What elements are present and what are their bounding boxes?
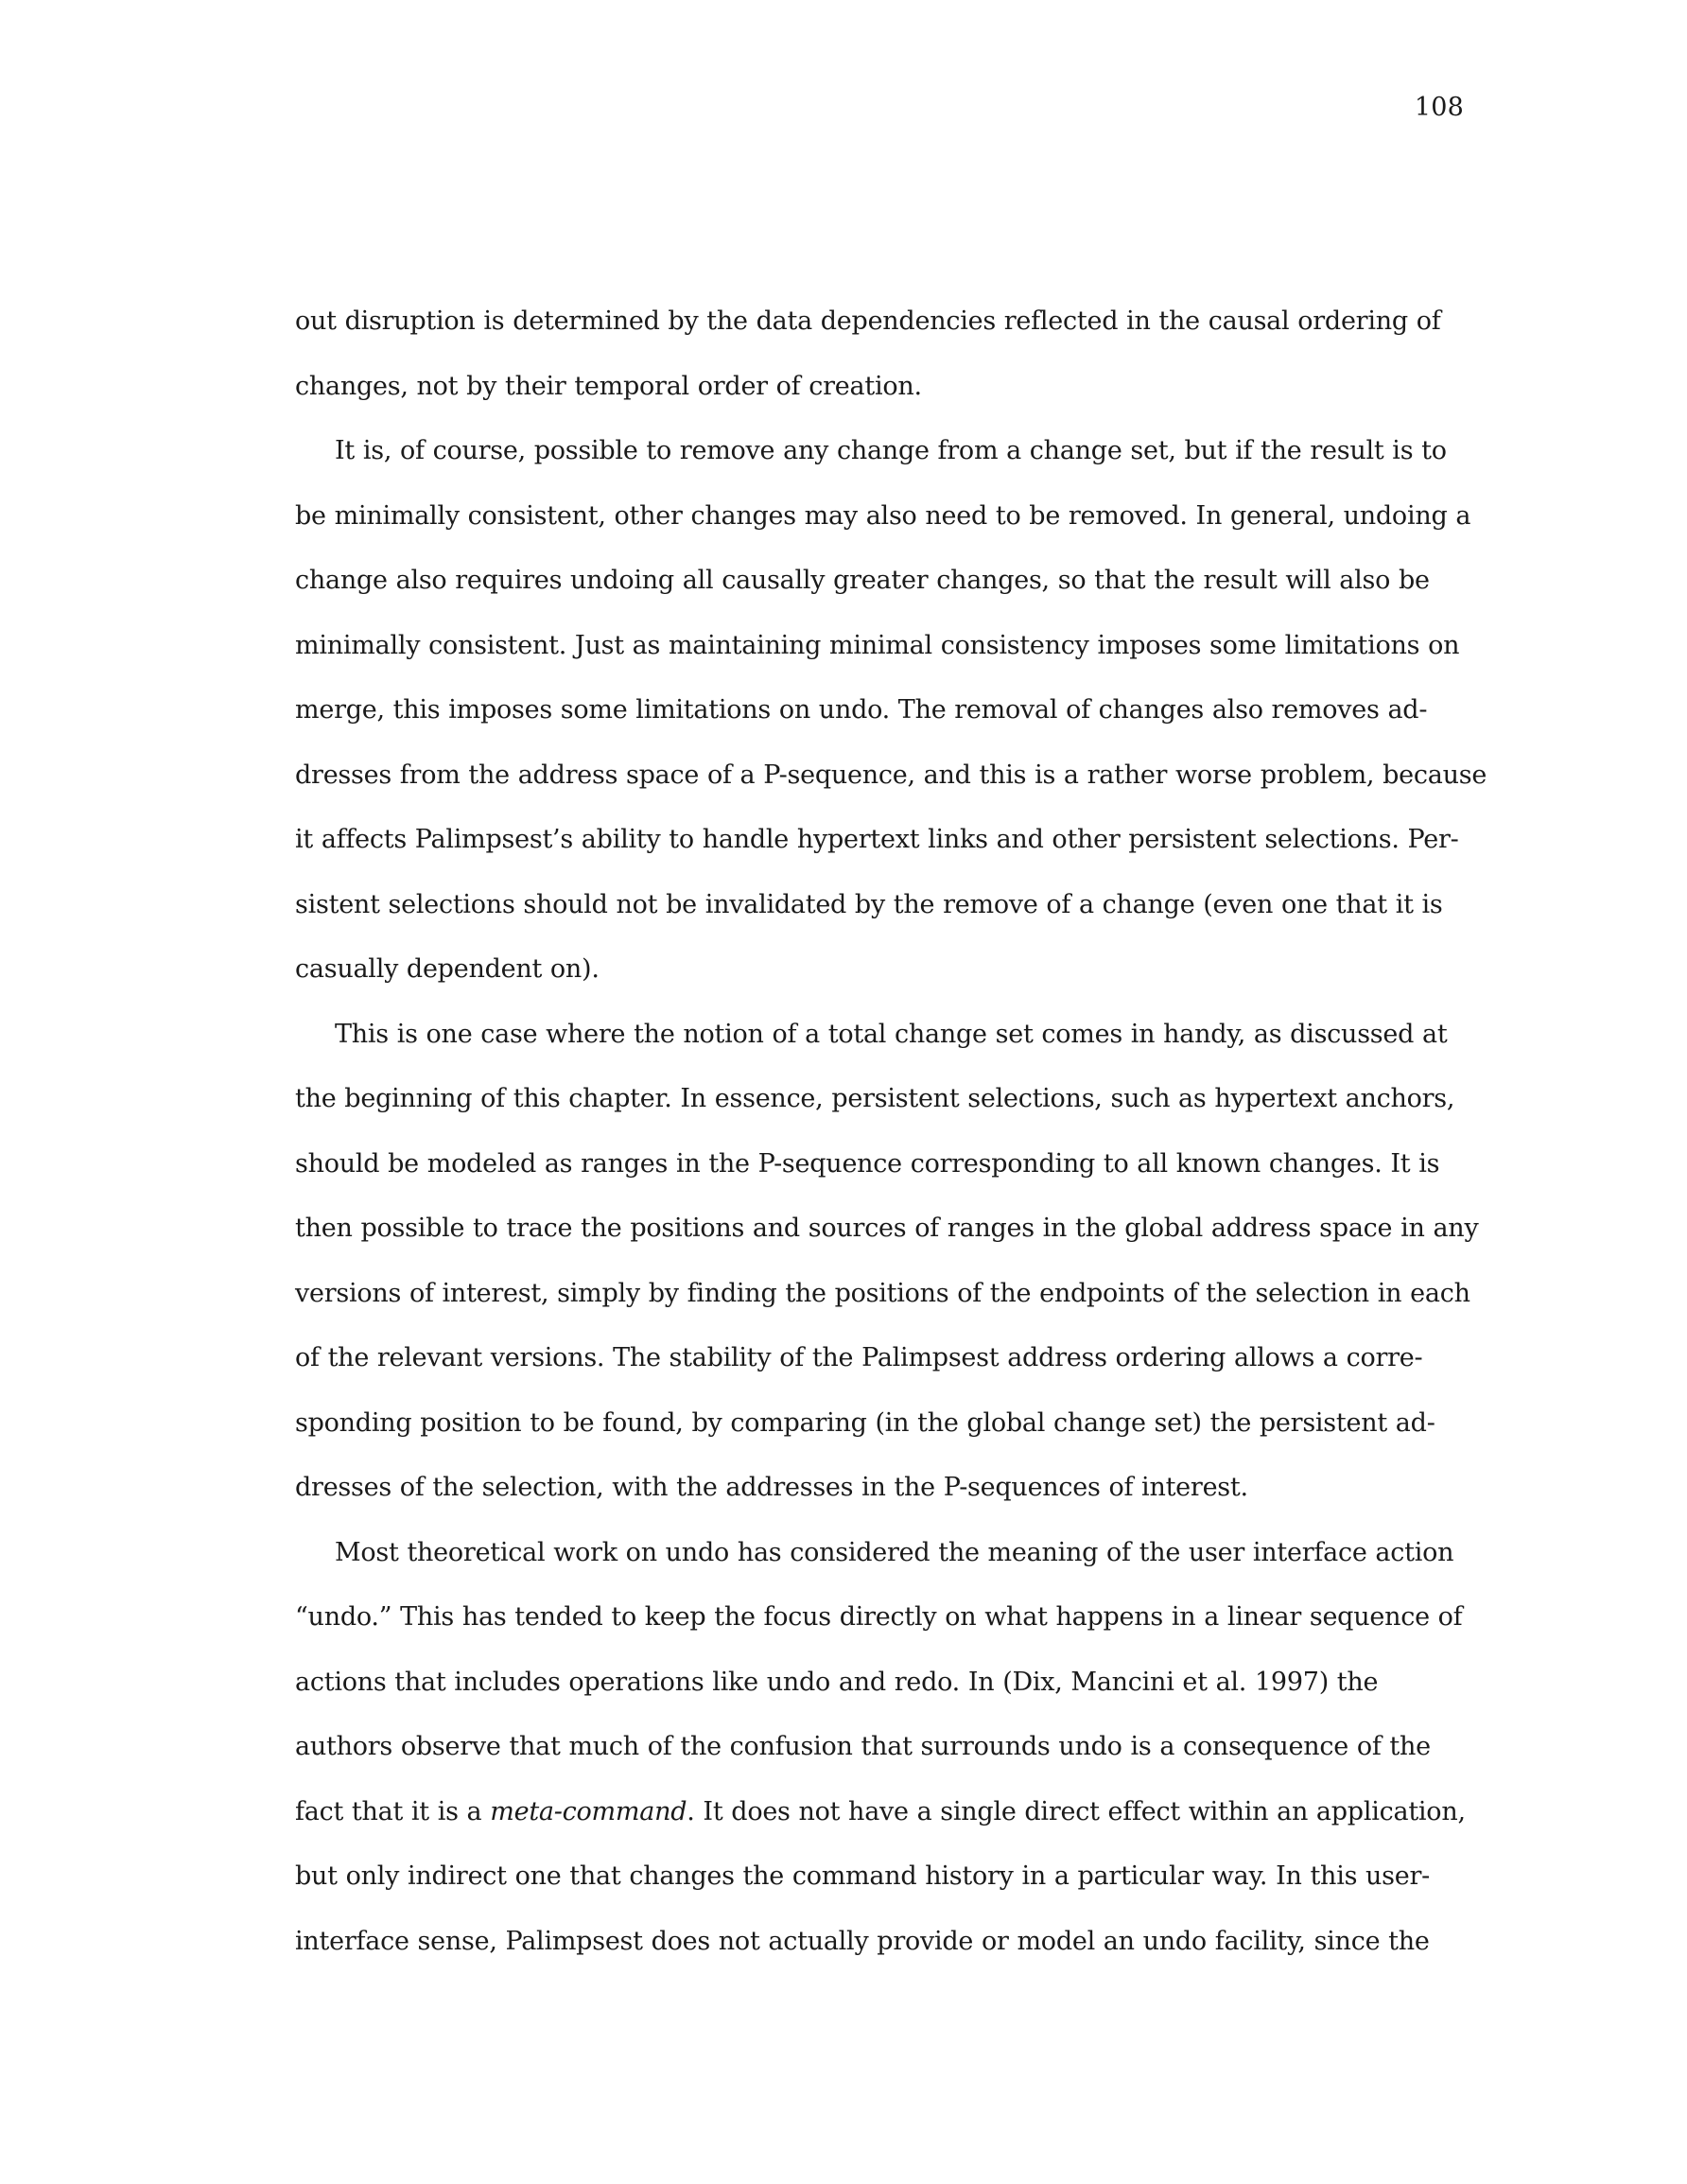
text-line: dresses of the selection, with the addresses in the P-sequences of interest. (295, 1473, 1248, 1502)
text-line: be minimally consistent, other changes may also need to be removed. In general, undoing a (295, 500, 1471, 531)
text-line: dresses from the address space of a P-sequence, and this is a rather worse problem, because (295, 760, 1487, 790)
text-line: sistent selections should not be invalidated by the remove of a change (even one that it is (295, 889, 1443, 919)
text-line: out disruption is determined by the data dependencies reflected in the causal ordering of (295, 306, 1441, 336)
text-line: changes, not by their temporal order of creation. (295, 371, 922, 401)
text-line: the beginning of this chapter. In essence, persistent selections, such as hypertext anchors, (295, 1084, 1455, 1113)
text-segment: . It does not have a single direct effect within an application, (687, 1796, 1466, 1826)
text-line: it affects Palimpsest’s ability to handle hypertext links and other persistent selections. Per- (295, 825, 1459, 854)
text-line: of the relevant versions. The stability of the Palimpsest address ordering allows a corre- (295, 1343, 1423, 1372)
text-segment: fact that it is a (295, 1796, 491, 1826)
text-line: authors observe that much of the confusion that surrounds undo is a consequence of the (295, 1732, 1431, 1761)
text-line: change also requires undoing all causally greater changes, so that the result will also be (295, 566, 1430, 595)
paragraph-start-line: Most theoretical work on undo has considered the meaning of the user interface action (335, 1537, 1454, 1567)
text-line: but only indirect one that changes the command history in a particular way. In this user- (295, 1861, 1431, 1891)
text-line: actions that includes operations like undo and redo. In (Dix, Mancini et al. 1997) the (295, 1667, 1379, 1697)
text-line: “undo.” This has tended to keep the focus directly on what happens in a linear sequence of (295, 1602, 1463, 1632)
text-line: casually dependent on). (295, 954, 600, 984)
text-line: merge, this imposes some limitations on undo. The removal of changes also removes ad- (295, 695, 1428, 725)
text-line: should be modeled as ranges in the P-sequence corresponding to all known changes. It is (295, 1148, 1440, 1179)
text-line-with-emphasis (295, 1780, 1466, 1845)
text-line: sponding position to be found, by comparing (in the global change set) the persistent ad- (295, 1407, 1435, 1438)
paragraph-start-line: This is one case where the notion of a total change set comes in handy, as discussed at (335, 1019, 1448, 1049)
emphasized-term: meta-command (490, 1796, 687, 1826)
text-line: interface sense, Palimpsest does not actually provide or model an undo facility, since the (295, 1926, 1430, 1956)
body-text (295, 289, 1487, 1974)
page-number: 108 (1414, 93, 1464, 122)
text-line: then possible to trace the positions and sources of ranges in the global address space in any (295, 1214, 1479, 1243)
text-line: minimally consistent. Just as maintaining minimal consistency imposes some limitations on (295, 630, 1460, 660)
paragraph-start-line: It is, of course, possible to remove any change from a change set, but if the result is to (335, 436, 1447, 465)
text-line: versions of interest, simply by finding the positions of the endpoints of the selection in each (295, 1278, 1470, 1308)
